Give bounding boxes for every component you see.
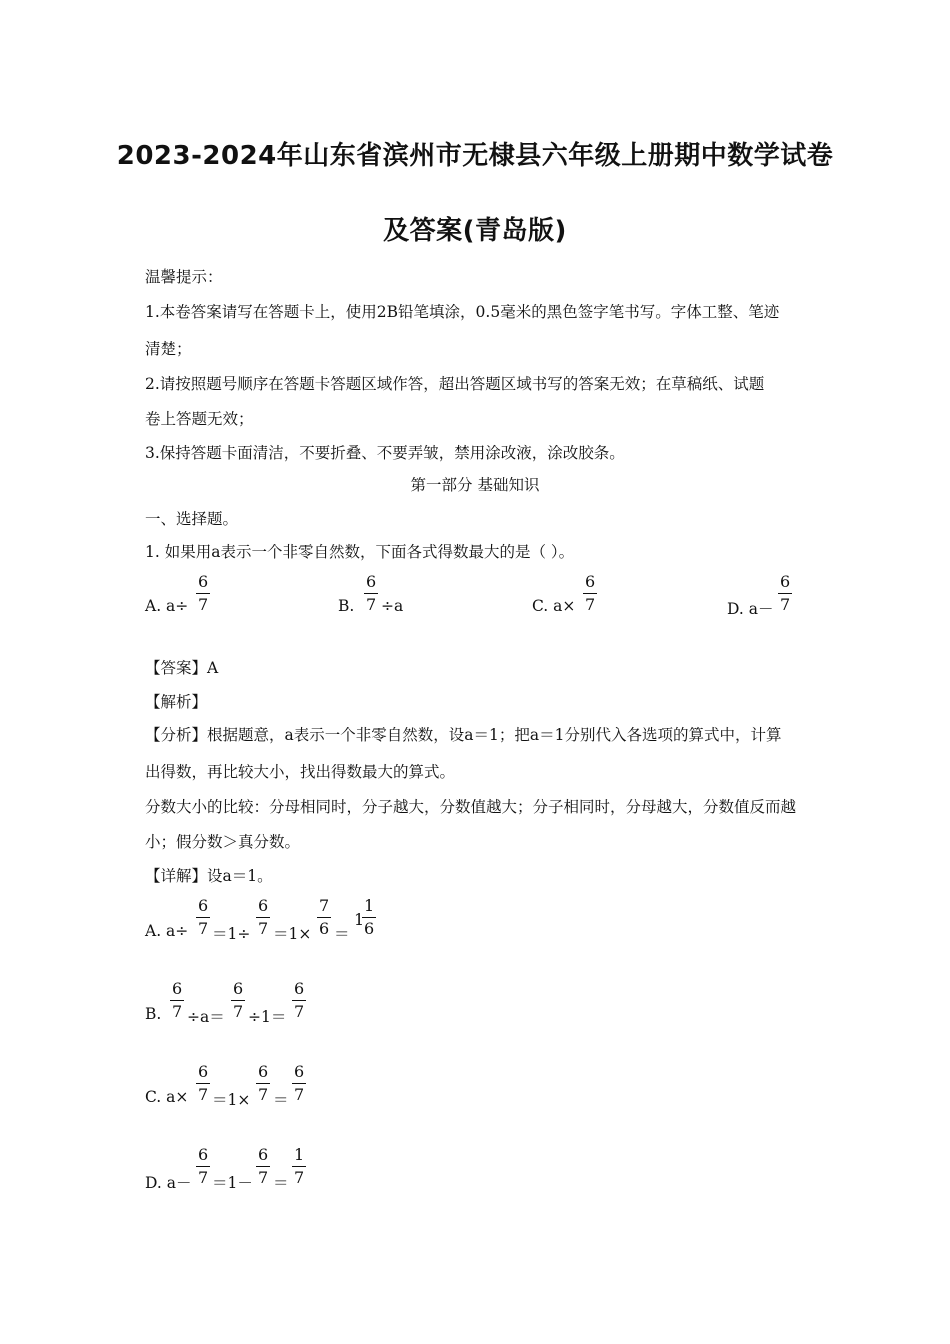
fraction-denominator: 7 — [258, 1085, 269, 1104]
detail-c-frac1 — [196, 1064, 210, 1103]
fraction-denominator: 7 — [294, 1085, 305, 1104]
fraction-numerator: 6 — [170, 981, 184, 1001]
fraction-numerator: 6 — [256, 898, 270, 918]
fraction-denominator: 7 — [172, 1002, 183, 1021]
detail-d-frac3 — [292, 1147, 306, 1186]
option-c-label: C. a× — [532, 597, 576, 615]
fraction-numerator: 1 — [362, 898, 376, 918]
section-title: 一、选择题。 — [145, 510, 239, 528]
fraction-denominator: 7 — [198, 1085, 209, 1104]
detail-c-eq2: ＝ — [273, 1091, 289, 1109]
fraction-denominator: 7 — [294, 1168, 305, 1187]
fraction-numerator: 6 — [778, 574, 792, 594]
detail-a-frac3 — [317, 898, 331, 937]
detail-a-eq2: ＝1× — [273, 925, 312, 943]
fraction-denominator: 7 — [258, 1168, 269, 1187]
notice-item-2b: 卷上答题无效； — [145, 410, 254, 428]
option-c-fraction — [583, 574, 597, 613]
detail-b-eq1: ÷a＝ — [187, 1008, 225, 1026]
detail-c-frac2 — [256, 1064, 270, 1103]
detail-d-eq1: ＝1－ — [212, 1174, 253, 1192]
fraction-numerator: 6 — [196, 1147, 210, 1167]
fraction-numerator: 6 — [292, 1064, 306, 1084]
option-b-fraction — [364, 574, 378, 613]
detail-c-label: C. a× — [145, 1088, 189, 1106]
analysis-text-2b: 小；假分数＞真分数。 — [145, 833, 301, 851]
fraction-denominator: 7 — [780, 595, 791, 614]
fraction-denominator: 7 — [198, 1168, 209, 1187]
detail-b-frac3 — [292, 981, 306, 1020]
detail-b-frac1 — [170, 981, 184, 1020]
detail-b-label: B. — [145, 1005, 162, 1023]
analysis-heading: 【解析】 — [145, 693, 208, 711]
detail-b-frac2 — [231, 981, 245, 1020]
notice-item-1b: 清楚； — [145, 340, 192, 358]
notice-heading: 温馨提示： — [145, 268, 223, 286]
fraction-denominator: 7 — [366, 595, 377, 614]
detail-d-eq2: ＝ — [273, 1174, 289, 1192]
option-a-fraction — [196, 574, 210, 613]
detail-a-eq1: ＝1÷ — [212, 925, 251, 943]
option-b-suffix: ÷a — [381, 597, 404, 615]
analysis-text-1b: 出得数，再比较大小，找出得数最大的算式。 — [145, 763, 456, 781]
detail-a-label: A. a÷ — [145, 922, 189, 940]
detail-a-eq3: ＝ — [334, 925, 350, 943]
detail-b-eq2: ÷1＝ — [248, 1008, 287, 1026]
fraction-numerator: 6 — [196, 1064, 210, 1084]
notice-item-1a: 1.本卷答案请写在答题卡上，使用2B铅笔填涂，0.5毫米的黑色签字笔书写。字体工整、笔迹 — [145, 303, 780, 321]
notice-item-2a: 2.请按照题号顺序在答题卡答题区域作答，超出答题区域书写的答案无效；在草稿纸、试题 — [145, 375, 765, 393]
notice-item-3: 3.保持答题卡面清洁，不要折叠、不要弄皱，禁用涂改液，涂改胶条。 — [145, 444, 625, 462]
analysis-text-2a: 分数大小的比较：分母相同时，分子越大，分数值越大；分子相同时，分母越大，分数值反而越 — [145, 798, 797, 816]
detail-d-frac1 — [196, 1147, 210, 1186]
fraction-numerator: 6 — [256, 1147, 270, 1167]
doc-title-line1: 2023-2024年山东省滨州市无棣县六年级上册期中数学试卷 — [116, 141, 834, 171]
detail-line: 【详解】设a＝1。 — [145, 867, 273, 885]
option-d-label: D. a－ — [727, 600, 774, 618]
analysis-text-1a: 【分析】根据题意，a表示一个非零自然数，设a＝1；把a＝1分别代入各选项的算式中，计算 — [145, 726, 782, 744]
fraction-numerator: 6 — [196, 898, 210, 918]
detail-a-frac1 — [196, 898, 210, 937]
fraction-denominator: 6 — [319, 919, 330, 938]
fraction-numerator: 6 — [231, 981, 245, 1001]
fraction-numerator: 6 — [196, 574, 210, 594]
fraction-denominator: 6 — [364, 919, 375, 938]
detail-c-eq1: ＝1× — [212, 1091, 251, 1109]
fraction-numerator: 6 — [583, 574, 597, 594]
doc-title-line2: 及答案(青岛版) — [383, 216, 567, 246]
detail-a-whole: 1 — [354, 910, 365, 929]
option-a-label: A. a÷ — [145, 597, 189, 615]
answer-line: 【答案】A — [145, 659, 219, 677]
fraction-denominator: 7 — [233, 1002, 244, 1021]
fraction-denominator: 7 — [198, 919, 209, 938]
fraction-denominator: 7 — [198, 595, 209, 614]
question-1-stem: 1. 如果用a表示一个非零自然数，下面各式得数最大的是（ ）。 — [145, 543, 575, 561]
detail-c-frac3 — [292, 1064, 306, 1103]
fraction-numerator: 6 — [292, 981, 306, 1001]
detail-d-label: D. a－ — [145, 1174, 192, 1192]
detail-d-frac2 — [256, 1147, 270, 1186]
fraction-denominator: 7 — [294, 1002, 305, 1021]
fraction-denominator: 7 — [258, 919, 269, 938]
fraction-numerator: 6 — [256, 1064, 270, 1084]
fraction-numerator: 7 — [317, 898, 331, 918]
detail-a-frac2 — [256, 898, 270, 937]
option-d-fraction — [778, 574, 792, 613]
part-title: 第一部分 基础知识 — [410, 476, 540, 494]
fraction-numerator: 6 — [364, 574, 378, 594]
fraction-denominator: 7 — [585, 595, 596, 614]
fraction-numerator: 1 — [292, 1147, 306, 1167]
option-b-label: B. — [338, 597, 355, 615]
detail-a-mixed-frac — [362, 898, 376, 937]
